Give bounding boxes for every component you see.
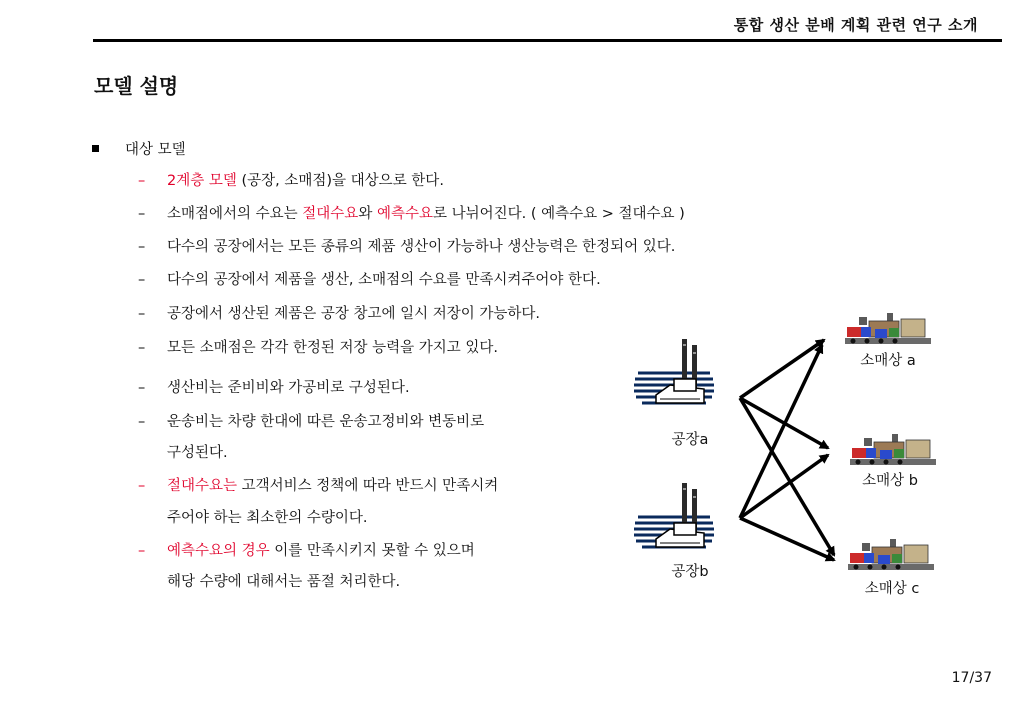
factory-b-label: 공장b xyxy=(671,564,709,580)
highlight-text: 절대수요 xyxy=(302,206,359,222)
dash-icon: – xyxy=(138,478,146,494)
item-text: (공장, 소매점)을 대상으로 한다. xyxy=(236,173,444,189)
section-label: 대상 모델 xyxy=(125,142,186,158)
store-icon xyxy=(848,537,934,571)
dash-icon: – xyxy=(138,306,146,322)
item-text: 생산비는 준비비와 가공비로 구성된다. xyxy=(167,380,410,396)
item-text: 이를 만족시키지 못할 수 있으며 xyxy=(269,543,475,559)
item-text: 와 xyxy=(358,206,377,222)
store-icon xyxy=(850,432,936,466)
highlight-text: 절대수요는 xyxy=(167,478,238,494)
dash-icon: – xyxy=(138,173,146,189)
retailer-a-label: 소매상 a xyxy=(860,353,916,369)
dash-icon: – xyxy=(138,414,146,430)
dash-icon: – xyxy=(138,380,146,396)
factory-a-label: 공장a xyxy=(671,432,709,448)
item-text: 로 나뉘어진다. ( 예측수요 > 절대수요 ) xyxy=(432,206,685,222)
item-text: 해당 수량에 대해서는 품절 처리한다. xyxy=(167,574,401,590)
item-text: 다수의 공장에서는 모든 종류의 제품 생산이 가능하나 생산능력은 한정되어 있다. xyxy=(167,239,676,255)
factory-icon xyxy=(634,339,714,407)
highlight-text: 2계층 모델 xyxy=(167,173,237,189)
dash-icon: – xyxy=(138,206,146,222)
flow-arrow-b-to-c xyxy=(740,518,834,560)
item-text: 구성된다. xyxy=(167,445,228,461)
item-text: 소매점에서의 수요는 xyxy=(167,206,303,222)
item-text: 고객서비스 정책에 따라 반드시 만족시켜 xyxy=(237,478,499,494)
item-text: 공장에서 생산된 제품은 공장 창고에 일시 저장이 가능하다. xyxy=(167,306,541,322)
dash-icon: – xyxy=(138,340,146,356)
dash-icon: – xyxy=(138,239,146,255)
store-icon xyxy=(845,311,931,345)
dash-icon: – xyxy=(138,543,146,559)
retailer-b-label: 소매상 b xyxy=(862,473,918,489)
header-title: 통합 생산 분배 계획 관련 연구 소개 xyxy=(733,16,978,34)
highlight-text: 예측수요 xyxy=(376,206,433,222)
item-text: 다수의 공장에서 제품을 생산, 소매점의 수요를 만족시켜주어야 한다. xyxy=(167,272,601,288)
highlight-text: 예측수요의 경우 xyxy=(167,543,270,559)
dash-icon: – xyxy=(138,272,146,288)
factory-icon xyxy=(634,483,714,551)
item-text: 모든 소매점은 각각 한정된 저장 능력을 가지고 있다. xyxy=(167,340,499,356)
page-number: 17/37 xyxy=(951,670,992,686)
item-text: 운송비는 차량 한대에 따른 운송고정비와 변동비로 xyxy=(167,414,485,430)
page-title: 모델 설명 xyxy=(94,74,179,98)
item-text: 주어야 하는 최소한의 수량이다. xyxy=(167,510,368,526)
retailer-c-label: 소매상 c xyxy=(864,581,920,597)
